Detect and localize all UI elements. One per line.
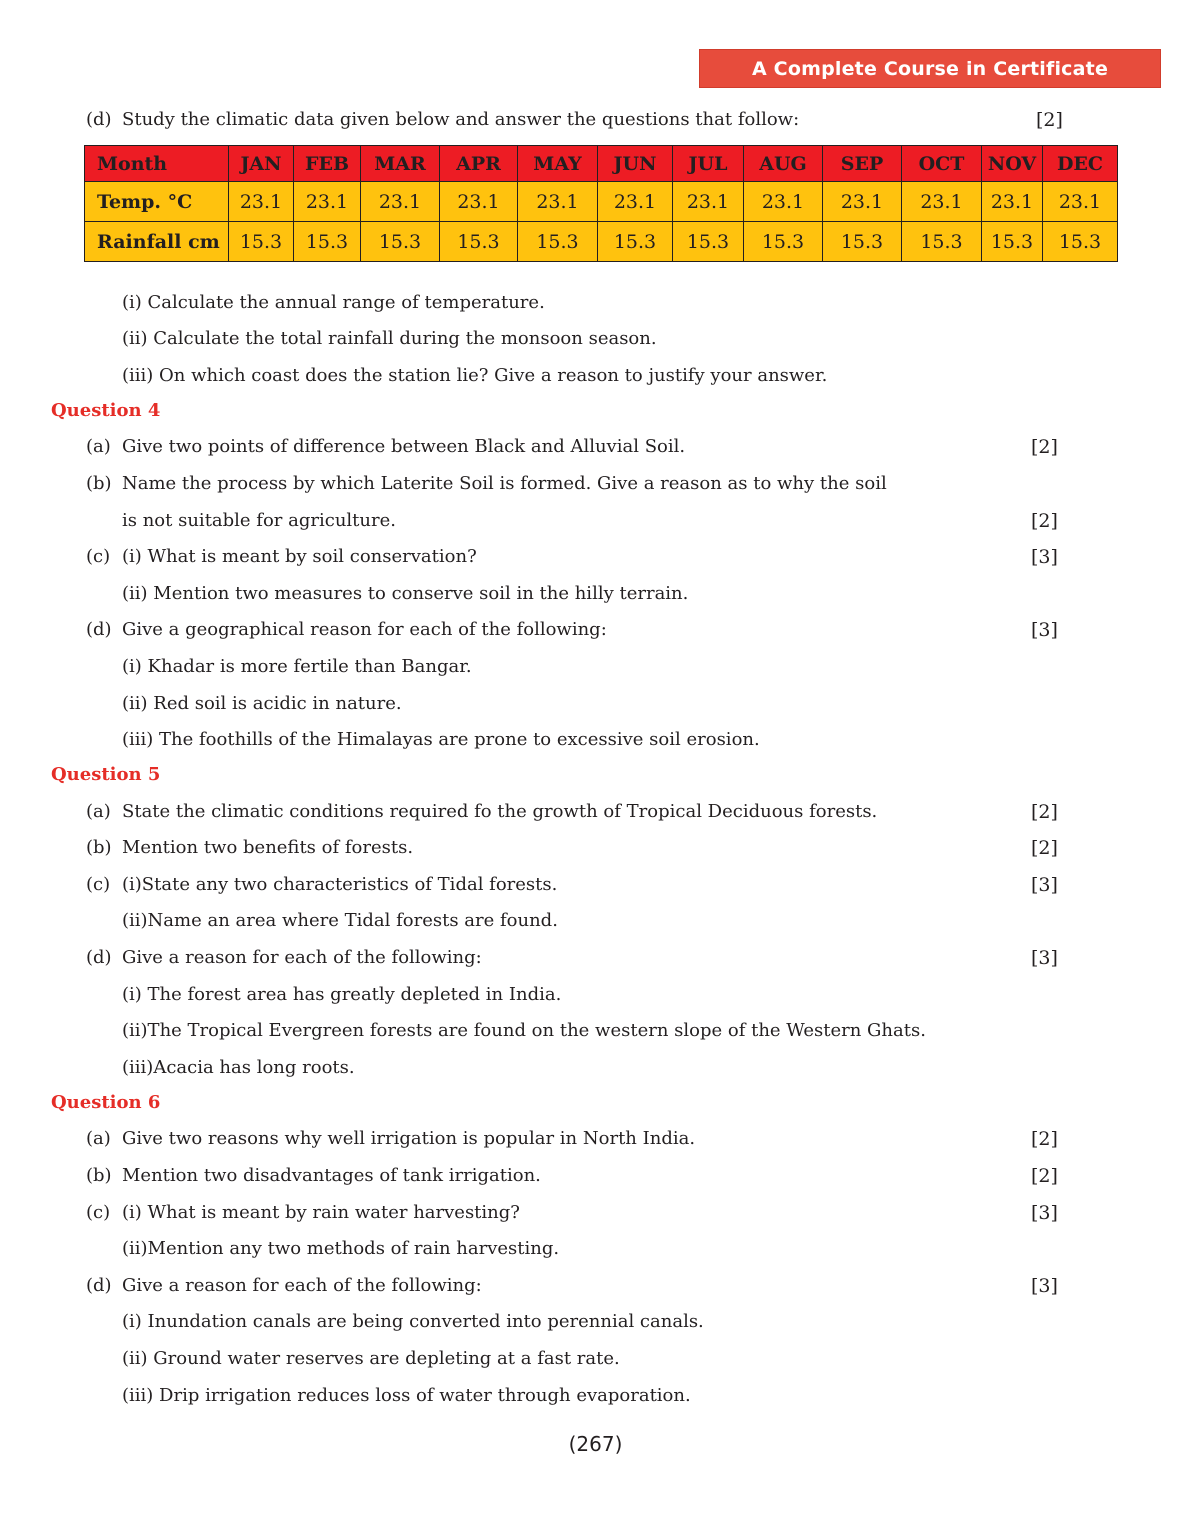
temperature-cell: 23.1 — [440, 182, 518, 222]
q5c-sub: (ii)Name an area where Tidal forests are found. — [122, 910, 558, 931]
question-4-heading: Question 4 — [51, 400, 161, 421]
table-header-row — [85, 146, 1118, 182]
q4c-sub: (ii) Mention two measures to conserve soil in the hilly terrain. — [122, 583, 689, 604]
month-cell: SEP — [823, 146, 902, 182]
month-cell: JAN — [229, 146, 294, 182]
temperature-row — [85, 182, 1118, 222]
temperature-cell: 23.1 — [744, 182, 823, 222]
rainfall-label-cell: Rainfall cm — [85, 222, 229, 262]
temperature-cell: 23.1 — [361, 182, 440, 222]
temperature-cell: 23.1 — [518, 182, 598, 222]
q3d-marks: [2] — [1036, 109, 1063, 131]
q4a-marks: [2] — [1031, 436, 1058, 458]
month-cell: APR — [440, 146, 518, 182]
q4d-label: (d) — [86, 619, 112, 640]
month-cell: FEB — [294, 146, 361, 182]
q4c-label: (c) — [86, 546, 111, 567]
rainfall-cell: 15.3 — [744, 222, 823, 262]
month-header-cell: Month — [85, 146, 229, 182]
q4b-marks: [2] — [1031, 510, 1058, 532]
q6d-marks: [3] — [1031, 1275, 1058, 1297]
q5b-text: Mention two benefits of forests. — [122, 837, 414, 858]
q3d-text: Study the climatic data given below and answer the questions that follow: — [122, 109, 800, 130]
temperature-cell: 23.1 — [294, 182, 361, 222]
q6a-label: (a) — [86, 1128, 111, 1149]
q5c-marks: [3] — [1031, 874, 1058, 896]
page-number: (267) — [568, 1432, 623, 1456]
q4d-sub-ii: (ii) Red soil is acidic in nature. — [122, 693, 402, 714]
q5d-sub-i: (i) The forest area has greatly depleted in India. — [122, 984, 562, 1005]
q4b-text: Name the process by which Laterite Soil is formed. Give a reason as to why the soil — [122, 473, 887, 494]
rainfall-cell: 15.3 — [598, 222, 673, 262]
q4a-label: (a) — [86, 436, 111, 457]
q6a-text: Give two reasons why well irrigation is popular in North India. — [122, 1128, 696, 1149]
rainfall-cell: 15.3 — [294, 222, 361, 262]
q3d-label: (d) — [86, 109, 112, 130]
rainfall-cell: 15.3 — [229, 222, 294, 262]
question-5-heading: Question 5 — [51, 764, 161, 785]
q5a-label: (a) — [86, 801, 111, 822]
month-cell: MAR — [361, 146, 440, 182]
rainfall-cell: 15.3 — [823, 222, 902, 262]
q4b-text-cont: is not suitable for agriculture. — [122, 510, 396, 531]
rainfall-cell: 15.3 — [440, 222, 518, 262]
q6b-label: (b) — [86, 1165, 112, 1186]
temperature-cell: 23.1 — [229, 182, 294, 222]
q6b-marks: [2] — [1031, 1165, 1058, 1187]
month-cell: JUN — [598, 146, 673, 182]
question-6-heading: Question 6 — [51, 1092, 161, 1113]
q4d-marks: [3] — [1031, 619, 1058, 641]
q5c-label: (c) — [86, 874, 111, 895]
q6b-text: Mention two disadvantages of tank irrigation. — [122, 1165, 541, 1186]
q4b-label: (b) — [86, 473, 112, 494]
temperature-cell: 23.1 — [982, 182, 1043, 222]
rainfall-cell: 15.3 — [902, 222, 982, 262]
q5d-sub-iii: (iii)Acacia has long roots. — [122, 1057, 355, 1078]
rainfall-cell: 15.3 — [982, 222, 1043, 262]
temperature-cell: 23.1 — [823, 182, 902, 222]
q4d-sub-i: (i) Khadar is more fertile than Bangar. — [122, 656, 472, 677]
q3d-sub-ii: (ii) Calculate the total rainfall during the monsoon season. — [122, 328, 657, 349]
rainfall-cell: 15.3 — [518, 222, 598, 262]
book-title-banner: A Complete Course in Certificate Geography-II — [699, 49, 1161, 88]
q5c-text: (i)State any two characteristics of Tidal forests. — [122, 874, 558, 895]
q5a-marks: [2] — [1031, 801, 1058, 823]
month-cell: JUL — [673, 146, 744, 182]
q6c-marks: [3] — [1031, 1202, 1058, 1224]
rainfall-cell: 15.3 — [361, 222, 440, 262]
q5d-marks: [3] — [1031, 947, 1058, 969]
rainfall-cell: 15.3 — [1043, 222, 1118, 262]
temperature-cell: 23.1 — [902, 182, 982, 222]
month-cell: OCT — [902, 146, 982, 182]
q5b-marks: [2] — [1031, 837, 1058, 859]
month-cell: MAY — [518, 146, 598, 182]
q5d-sub-ii: (ii)The Tropical Evergreen forests are found on the western slope of the Western Ghats. — [122, 1020, 926, 1041]
q5d-text: Give a reason for each of the following: — [122, 947, 482, 968]
month-cell: NOV — [982, 146, 1043, 182]
temperature-label-cell: Temp. °C — [85, 182, 229, 222]
q4a-text: Give two points of difference between Black and Alluvial Soil. — [122, 436, 686, 457]
month-cell: DEC — [1043, 146, 1118, 182]
q6d-sub-i: (i) Inundation canals are being converted into perennial canals. — [122, 1311, 704, 1332]
temperature-cell: 23.1 — [673, 182, 744, 222]
q5a-text: State the climatic conditions required fo the growth of Tropical Deciduous forests. — [122, 801, 878, 822]
q6c-label: (c) — [86, 1202, 111, 1223]
q6d-label: (d) — [86, 1275, 112, 1296]
climate-data-table — [84, 145, 1118, 262]
temperature-cell: 23.1 — [1043, 182, 1118, 222]
q4c-marks: [3] — [1031, 546, 1058, 568]
q6d-sub-iii: (iii) Drip irrigation reduces loss of water through evaporation. — [122, 1385, 691, 1406]
q3d-sub-i: (i) Calculate the annual range of temperature. — [122, 292, 545, 313]
q5b-label: (b) — [86, 837, 112, 858]
q6d-text: Give a reason for each of the following: — [122, 1275, 482, 1296]
rainfall-cell: 15.3 — [673, 222, 744, 262]
month-cell: AUG — [744, 146, 823, 182]
temperature-cell: 23.1 — [598, 182, 673, 222]
q5d-label: (d) — [86, 947, 112, 968]
q4d-text: Give a geographical reason for each of the following: — [122, 619, 607, 640]
q6d-sub-ii: (ii) Ground water reserves are depleting at a fast rate. — [122, 1348, 620, 1369]
q4d-sub-iii: (iii) The foothills of the Himalayas are prone to excessive soil erosion. — [122, 729, 760, 750]
q4c-text: (i) What is meant by soil conservation? — [122, 546, 477, 567]
q6a-marks: [2] — [1031, 1128, 1058, 1150]
q3d-sub-iii: (iii) On which coast does the station lie? Give a reason to justify your answer. — [122, 365, 828, 386]
q6c-sub: (ii)Mention any two methods of rain harvesting. — [122, 1238, 560, 1259]
rainfall-row — [85, 222, 1118, 262]
q6c-text: (i) What is meant by rain water harvesting? — [122, 1202, 520, 1223]
